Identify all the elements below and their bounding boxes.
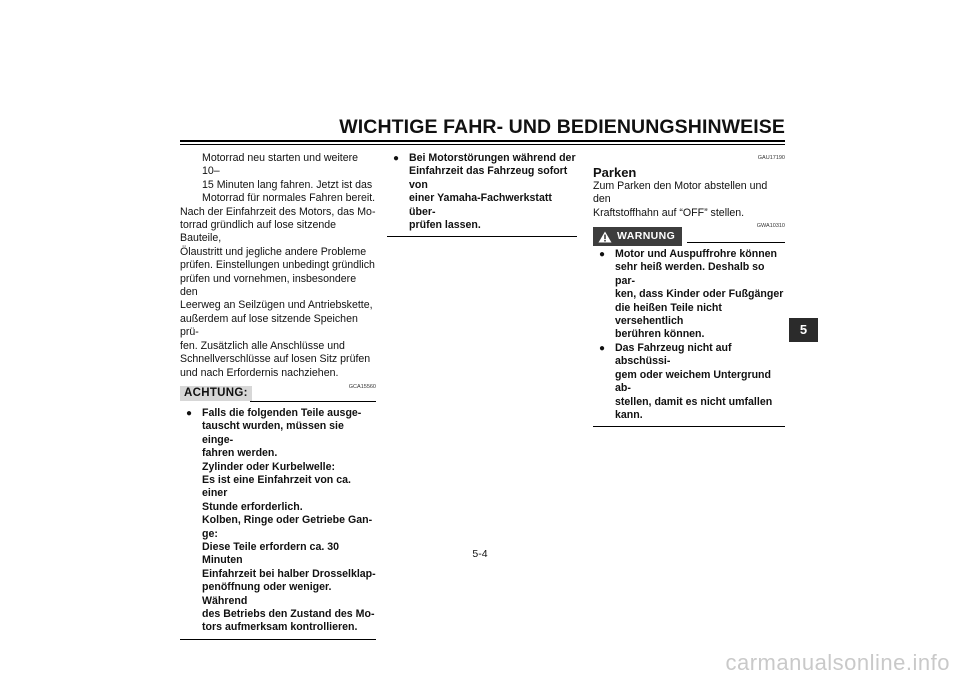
page-title: WICHTIGE FAHR- UND BEDIENUNGSHINWEISE <box>339 116 785 138</box>
caution-label: ACHTUNG: <box>180 386 252 401</box>
text-line: einer Yamaha-Fachwerkstatt über- <box>409 192 552 218</box>
list-item <box>593 342 785 422</box>
middle-caution-list <box>387 152 577 232</box>
text-line: Diese Teile erfordern ca. 30 Minuten <box>202 540 339 567</box>
warning-label-box <box>593 227 682 246</box>
text-line: und nach Erfordernis nachziehen. <box>180 366 339 379</box>
text-line: 15 Minuten lang fahren. Jetzt ist das <box>202 178 373 191</box>
text-line: stellen, damit es nicht umfallen <box>615 395 773 408</box>
text-line: Zum Parken den Motor abstellen und den <box>593 179 768 206</box>
caution-list <box>180 407 376 635</box>
text-line: Zylinder oder Kurbelwelle: <box>202 460 336 473</box>
text-line: Motorrad neu starten und weitere 10– <box>202 152 359 178</box>
section-code: GAU17190 <box>757 155 785 161</box>
list-item <box>180 407 376 635</box>
text-line: Nach der Einfahrzeit des Motors, das Mo- <box>180 205 376 218</box>
text-line: tors aufmerksam kontrollieren. <box>202 621 358 634</box>
text-line: Einfahrzeit bei halber Drosselklap- <box>202 567 376 580</box>
text-line: penöffnung oder weniger. Während <box>202 581 332 607</box>
break-in-paragraph <box>180 206 376 380</box>
text-line: Bei Motorstörungen während der <box>409 152 576 164</box>
text-line: kann. <box>615 408 643 421</box>
warning-code: GWA10310 <box>756 223 785 230</box>
text-line: Es ist eine Einfahrzeit von ca. einer <box>202 473 351 500</box>
title-rule <box>180 140 785 142</box>
caution-code: GCA15560 <box>348 383 376 390</box>
page-number: 5-4 <box>472 548 488 560</box>
right-column <box>593 152 785 427</box>
left-column <box>180 152 376 640</box>
text-line: ken, dass Kinder oder Fußgänger <box>615 288 784 301</box>
warning-end-rule <box>593 426 785 427</box>
text-line: Motor und Auspuffrohre können <box>615 248 778 261</box>
text-line: sehr heiß werden. Deshalb so par- <box>615 261 765 287</box>
section-title: Parken <box>593 165 637 181</box>
text-line: Leerweg an Seilzügen und Antriebskette, <box>180 299 373 312</box>
title-rule-thin <box>180 144 785 145</box>
list-item <box>387 152 577 232</box>
list-item <box>593 248 785 342</box>
text-line: Einfahrzeit das Fahrzeug sofort von <box>409 165 568 191</box>
bullet-icon: ● <box>186 407 193 419</box>
text-line: tauscht wurden, müssen sie einge- <box>202 420 344 446</box>
bullet-icon: ● <box>599 342 606 354</box>
intro-indented-text <box>180 152 376 206</box>
warning-header <box>593 222 785 242</box>
text-line: ge: <box>202 527 218 540</box>
text-line: berühren können. <box>615 328 705 341</box>
text-line: Stunde erforderlich. <box>202 500 303 513</box>
text-line: Kraftstoffhahn auf “OFF” stellen. <box>593 206 745 219</box>
text-line: prüfen. Einstellungen unbedingt gründlich <box>180 259 375 272</box>
text-line: Das Fahrzeug nicht auf abschüssi- <box>615 341 732 368</box>
warning-rule <box>687 242 785 243</box>
middle-end-rule <box>387 236 577 237</box>
caution-header <box>180 383 376 404</box>
text-line: prüfen und vornehmen, insbesondere den <box>180 272 357 299</box>
bullet-icon: ● <box>599 249 606 261</box>
text-line: prüfen lassen. <box>409 219 481 232</box>
text-line: Ölaustritt und jegliche andere Probleme <box>180 245 367 258</box>
text-line: Schnellverschlüsse auf losen Sitz prüfen <box>180 353 371 366</box>
text-line: Falls die folgenden Teile ausge- <box>202 406 362 419</box>
chapter-tab: 5 <box>789 318 818 342</box>
text-line: Motorrad für normales Fahren bereit. <box>202 192 376 205</box>
text-line: fen. Zusätzlich alle Anschlüsse und <box>180 339 345 352</box>
warning-list <box>593 248 785 422</box>
middle-column <box>387 152 577 237</box>
watermark: carmanualsonline.info <box>725 650 950 675</box>
text-line: die heißen Teile nicht versehentlich <box>615 301 722 328</box>
text-line: außerdem auf lose sitzende Speichen prü- <box>180 312 358 339</box>
text-line: fahren werden. <box>202 447 278 460</box>
caution-rule <box>250 401 376 402</box>
text-line: torrad gründlich auf lose sitzende Bauteile, <box>180 219 337 245</box>
warning-label: WARNUNG <box>617 230 676 243</box>
caution-end-rule <box>180 639 376 640</box>
text-line: gem oder weichem Untergrund ab- <box>615 368 771 395</box>
text-line: Kolben, Ringe oder Getriebe Gan- <box>202 514 373 527</box>
bullet-icon: ● <box>393 153 400 164</box>
warning-triangle-icon <box>598 231 612 243</box>
text-line: des Betriebs den Zustand des Mo- <box>202 608 375 620</box>
